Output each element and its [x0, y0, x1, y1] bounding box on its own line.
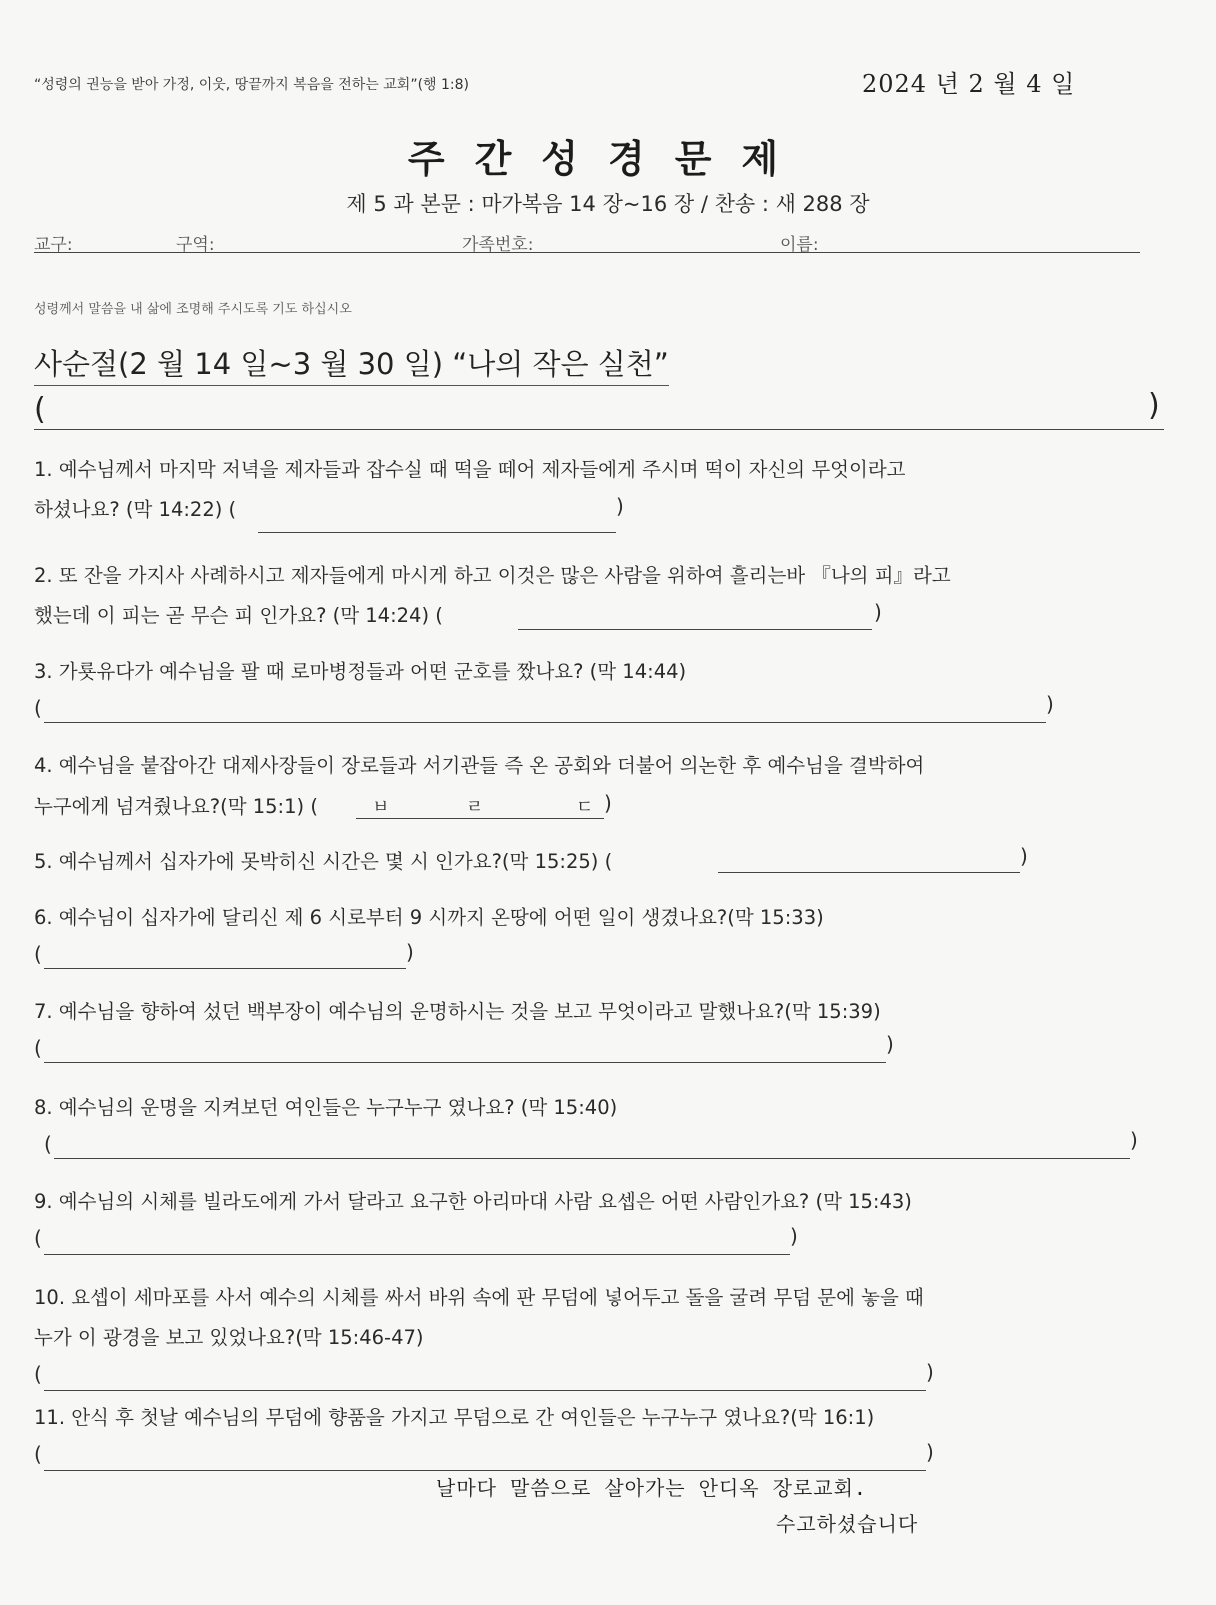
question-11-close-paren: ): [926, 1440, 934, 1464]
member-info-row: [34, 230, 1140, 253]
question-7-close-paren: ): [886, 1032, 894, 1056]
question-10-close-paren: ): [926, 1360, 934, 1384]
question-10-answer-blank[interactable]: [44, 1390, 926, 1391]
question-8-close-paren: ): [1130, 1128, 1138, 1152]
question-2-line-1: 2. 또 잔을 가지사 사례하시고 제자들에게 마시게 하고 이것은 많은 사람을 위하여 흘리는바 『나의 피』라고: [34, 564, 951, 587]
worksheet-date: 2024 년 2 월 4 일: [862, 70, 1076, 98]
question-4-hint-1: ㅂ: [372, 797, 390, 818]
parish-label: 교구:: [34, 235, 73, 255]
question-10-line-1: 10. 요셉이 세마포를 사서 예수의 시체를 싸서 바위 속에 판 무덤에 넣어두고 돌을 굴려 무덤 문에 놓을 때: [34, 1286, 924, 1309]
question-2-line-2: 했는데 이 피는 곧 무슨 피 인가요? (막 14:24) (: [34, 604, 443, 627]
question-6-close-paren: ): [406, 940, 414, 964]
question-5-answer-blank[interactable]: [718, 872, 1020, 873]
closing-line-1: 날마다 말씀으로 살아가는 안디옥 장로교회.: [436, 1476, 867, 1500]
question-1-line-1: 1. 예수님께서 마지막 저녁을 제자들과 잡수실 때 떡을 떼어 제자들에게 주시며 떡이 자신의 무엇이라고: [34, 458, 906, 481]
question-9-answer-blank[interactable]: [44, 1254, 790, 1255]
question-6-line-1: 6. 예수님이 십자가에 달리신 제 6 시로부터 9 시까지 온땅에 어떤 일이 생겼나요?(막 15:33): [34, 906, 824, 929]
page-title: 주간성경문제: [407, 137, 809, 181]
question-4-line-2: 누구에게 넘겨줬나요?(막 15:1) (: [34, 795, 318, 818]
lesson-subtitle: 제 5 과 본문 : 마가복음 14 장~16 장 / 찬송 : 새 288 장: [346, 192, 870, 216]
question-4-hint-3: ㄷ: [576, 797, 594, 818]
question-4-close-paren: ): [604, 791, 612, 815]
question-2-answer-blank[interactable]: [518, 629, 872, 630]
question-8-open-paren: (: [44, 1132, 52, 1156]
question-6-open-paren: (: [34, 942, 42, 966]
question-11-open-paren: (: [34, 1442, 42, 1466]
question-9-line-1: 9. 예수님의 시체를 빌라도에게 가서 달라고 요구한 아리마대 사람 요셉은 어떤 사람인가요? (막 15:43): [34, 1190, 912, 1213]
question-1-close-paren: ): [616, 494, 624, 518]
question-3-open-paren: (: [34, 696, 42, 720]
question-9-open-paren: (: [34, 1226, 42, 1250]
question-1-line-2: 하셨나요? (막 14:22) (: [34, 498, 237, 521]
question-2-close-paren: ): [874, 600, 882, 624]
question-5-line-1: 5. 예수님께서 십자가에 못박히신 시간은 몇 시 인가요?(막 15:25) (: [34, 850, 613, 873]
question-5-close-paren: ): [1020, 844, 1028, 868]
question-8-answer-blank[interactable]: [54, 1158, 1130, 1159]
question-4-hint-2: ㄹ: [466, 797, 484, 818]
question-7-answer-blank[interactable]: [44, 1062, 886, 1063]
lent-heading: 사순절(2 월 14 일~3 월 30 일) “나의 작은 실천”: [34, 342, 669, 386]
question-10-open-paren: (: [34, 1362, 42, 1386]
district-label: 구역:: [176, 235, 215, 255]
church-motto: “성령의 권능을 받아 가정, 이웃, 땅끝까지 복음을 전하는 교회”(행 1:8): [34, 77, 470, 93]
question-11-line-1: 11. 안식 후 첫날 예수님의 무덤에 향품을 가지고 무덤으로 간 여인들은 누구누구 였나요?(막 16:1): [34, 1406, 875, 1429]
question-3-answer-blank[interactable]: [44, 722, 1046, 723]
question-8-line-1: 8. 예수님의 운명을 지켜보던 여인들은 누구누구 였나요? (막 15:40): [34, 1096, 618, 1119]
question-3-line-1: 3. 가룟유다가 예수님을 팔 때 로마병정들과 어떤 군호를 짰나요? (막 14:44): [34, 660, 687, 683]
question-9-close-paren: ): [790, 1224, 798, 1248]
question-6-answer-blank[interactable]: [44, 968, 406, 969]
question-3-close-paren: ): [1046, 692, 1054, 716]
question-7-line-1: 7. 예수님을 향하여 섰던 백부장이 예수님의 운명하시는 것을 보고 무엇이라고 말했나요?(막 15:39): [34, 1000, 881, 1023]
prayer-note: 성령께서 말씀을 내 삶에 조명해 주시도록 기도 하십시오: [34, 302, 352, 317]
family-number-label: 가족번호:: [462, 235, 534, 255]
lent-open-paren: (: [34, 392, 46, 427]
question-7-open-paren: (: [34, 1036, 42, 1060]
closing-line-2: 수고하셨습니다: [776, 1512, 919, 1536]
lent-close-paren: ): [1148, 388, 1160, 423]
name-label: 이름:: [780, 235, 819, 255]
lent-answer-blank[interactable]: [34, 429, 1164, 430]
question-1-answer-blank[interactable]: [258, 532, 616, 533]
question-10-line-2: 누가 이 광경을 보고 있었나요?(막 15:46-47): [34, 1326, 424, 1349]
question-11-answer-blank[interactable]: [44, 1470, 926, 1471]
question-4-line-1: 4. 예수님을 붙잡아간 대제사장들이 장로들과 서기관들 즉 온 공회와 더불어 의논한 후 예수님을 결박하여: [34, 754, 925, 777]
